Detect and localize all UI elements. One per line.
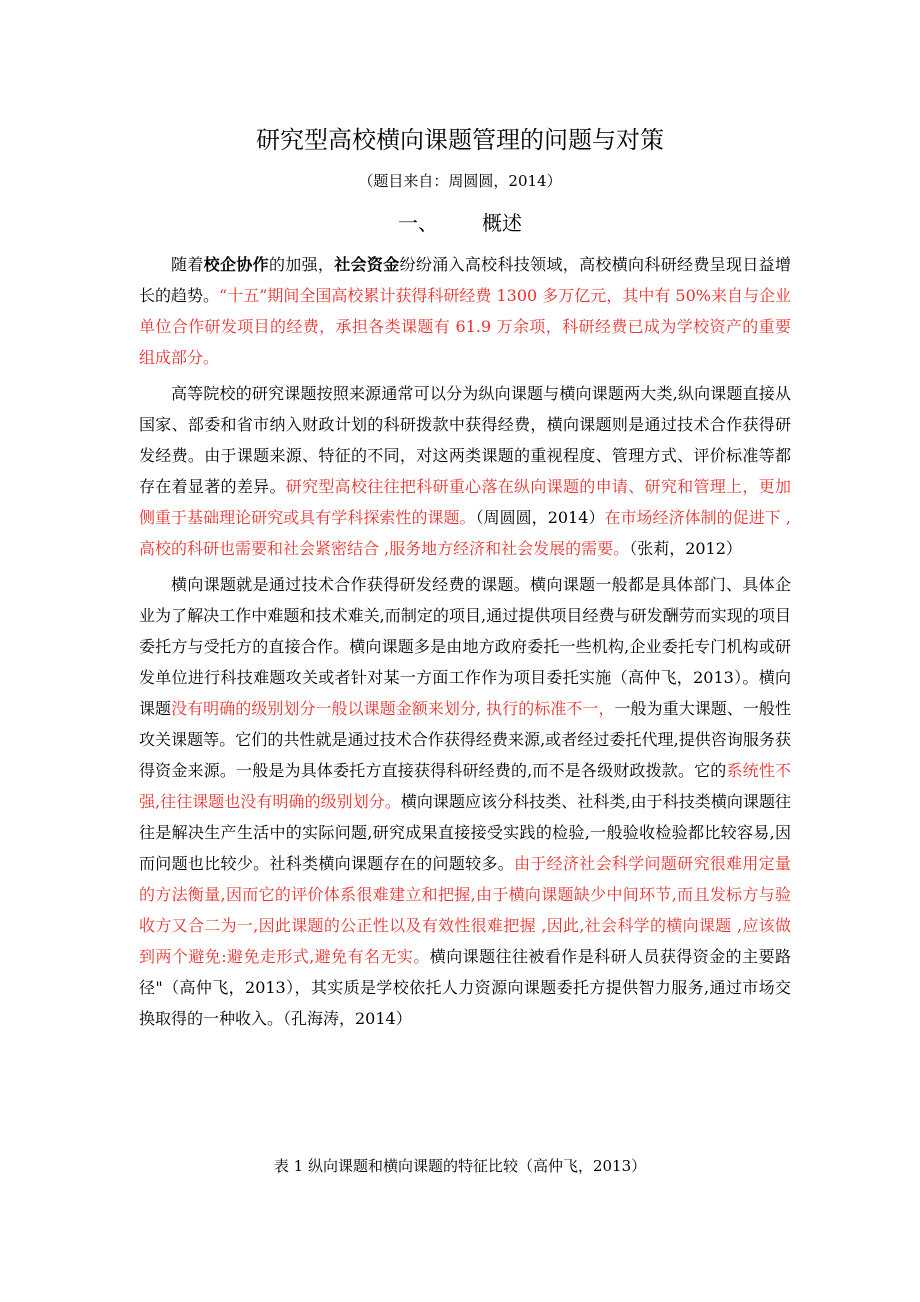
text-run: 纷纷涌入高校科技领域，高校横向科研经费呈现日益增长的趋势。	[139, 255, 791, 305]
section-title: 概述	[482, 211, 522, 235]
title-source: （题目来自：周圆圆，2014）	[358, 172, 562, 190]
section-heading	[0, 208, 920, 238]
text-run: 随着	[171, 255, 204, 274]
text-run-highlighted: “十五”期间全国高校累计获得科研经费 1300 多万亿元，其中有 50%来自与企业单位合作研发项目的经费，承担各类课题有 61.9 万余项，科研经费已成为学校资产的重要组成部分。	[139, 286, 791, 367]
text-run: 横向课题就是通过技术合作获得研发经费的课题。横向课题一般都是具体部门、具体企业为了解决工作中难题和技术难关,而制定的项目,通过提供项目经费与研发酬劳而实现的项目委托方与受托方的直接合作。横向课题多是由地方政府委托一些机构,企业委托专门机构或研发单位进行科技难题攻关或者针对某一方面工作作为项目委托实施（高仲飞，2013）。横向课题	[139, 575, 791, 718]
text-run-highlighted: 由于经济社会科学问题研究很难用定量的方法衡量,因而它的评价体系很难建立和把握,由于横向课题缺少中间环节,而且发标方与验收方又合二为一,因此课题的公正性以及有效性很难把握 ,因此,社会科学的横向课题 ,应该做到两个避免:避免走形式,避免有名无实。	[139, 854, 791, 966]
text-run-highlighted: 没有明确的级别划分一般以课题金额来划分, 执行的标准不一，	[171, 699, 615, 718]
text-run-bold: 校企协作	[203, 255, 269, 274]
page-title: 研究型高校横向课题管理的问题与对策	[256, 126, 664, 154]
body-text	[139, 249, 791, 1039]
text-run-highlighted: 系统性不强,往往课题也没有明确的级别划分。	[139, 761, 791, 811]
text-run: 高等院校的研究课题按照来源通常可以分为纵向课题与横向课题两大类,纵向课题直接从国家、部委和省市纳入财政计划的科研拨款中获得经费，横向课题则是通过技术合作获得研发经费。由于课题来源、特征的不同，对这两类课题的重视程度、管理方式、评价标准等都存在着显著的差异。	[139, 384, 791, 496]
section-number: 一、	[398, 211, 438, 235]
text-run-highlighted: 研究型高校往往把科研重心落在纵向课题的申请、研究和管理上，更加侧重于基础理论研究或具有学科探索性的课题。	[139, 477, 791, 527]
citation: （周圆圆，2014）	[475, 508, 605, 527]
paragraph-3	[139, 569, 791, 1034]
paragraph-2	[139, 378, 791, 564]
text-run: 横向课题往往被看作是科研人员获得资金的主要路径"（高仲飞，2013），其实质是学校依托人力资源向课题委托方提供智力服务,通过市场交换取得的一种收入。（孔海涛，2014）	[139, 947, 791, 1028]
text-run: 一般为重大课题、一般性攻关课题等。它们的共性就是通过技术合作获得经费来源,或者经过委托代理,提供咨询服务获得资金来源。一般是为具体委托方直接获得科研经费的,而不是各级财政拨款。它的	[139, 699, 791, 780]
citation: （张莉，2012）	[629, 539, 742, 558]
text-run: 横向课题应该分科技类、社科类,由于科技类横向课题往往是解决生产生活中的实际问题,研究成果直接接受实践的检验,一般验收检验都比较容易,因而问题也比较少。社科类横向课题存在的问题较多。	[139, 792, 791, 873]
paragraph-1	[139, 249, 791, 373]
table-caption: 表 1 纵向课题和横向课题的特征比较（高仲飞，2013）	[273, 1157, 647, 1175]
text-run-highlighted: 在市场经济体制的促进下 ,高校的科研也需要和社会紧密结合 ,服务地方经济和社会发展的需要。	[139, 508, 791, 558]
text-run-bold: 社会资金	[334, 255, 400, 274]
text-run: 的加强，	[268, 255, 335, 274]
